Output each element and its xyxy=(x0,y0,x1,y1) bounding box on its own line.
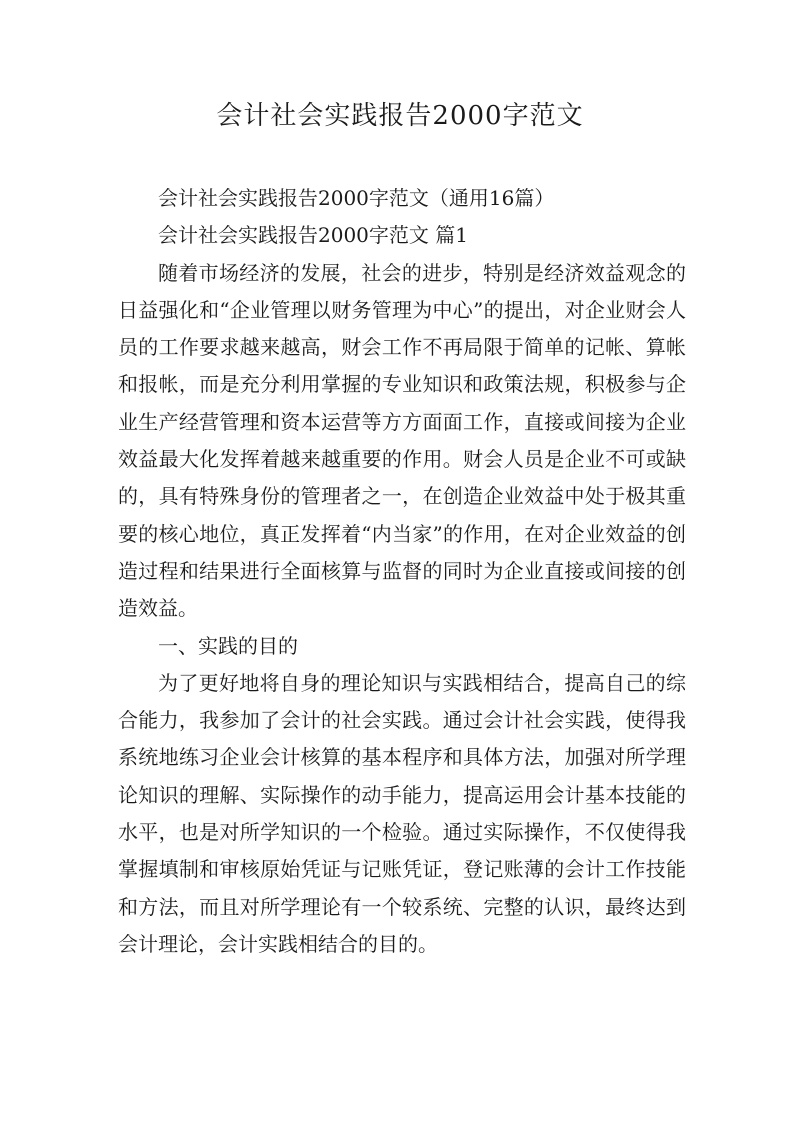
paragraph-purpose: 为了更好地将自身的理论知识与实践相结合，提高自己的综合能力，我参加了会计的社会实践。通过会计社会实践，使得我系统地练习企业会计核算的基本程序和具体方法，加强对所学理论知识的理解、实际操作的动手能力，提高运用会计基本技能的水平，也是对所学知识的一个检验。通过实际操作，不仅使得我掌握填制和审核原始凭证与记账凭证，登记账薄的会计工作技能和方法，而且对所学理论有一个较系统、完整的认识，最终达到会计理论，会计实践相结合的目的。 xyxy=(118,670,686,956)
document-body xyxy=(118,180,686,963)
heading-practice-purpose: 一、实践的目的 xyxy=(158,633,298,658)
document-subtitle: 会计社会实践报告2000字范文（通用16篇） xyxy=(158,186,555,210)
paragraph-intro: 随着市场经济的发展，社会的进步，特别是经济效益观念的日益强化和“企业管理以财务管理为中心”的提出，对企业财会人员的工作要求越来越高，财会工作不再局限于简单的记帐、算帐和报帐，而是充分利用掌握的专业知识和政策法规，积极参与企业生产经营管理和资本运营等方方面面工作，直接或间接为企业效益最大化发挥着越来越重要的作用。财会人员是企业不可或缺的，具有特殊身份的管理者之一，在创造企业效益中处于极其重要的核心地位，真正发挥着“内当家”的作用，在对企业效益的创造过程和结果进行全面核算与监督的同时为企业直接或间接的创造效益。 xyxy=(118,260,686,621)
document-title: 会计社会实践报告2000字范文 xyxy=(216,101,584,131)
section-heading: 会计社会实践报告2000字范文 篇1 xyxy=(158,223,468,248)
